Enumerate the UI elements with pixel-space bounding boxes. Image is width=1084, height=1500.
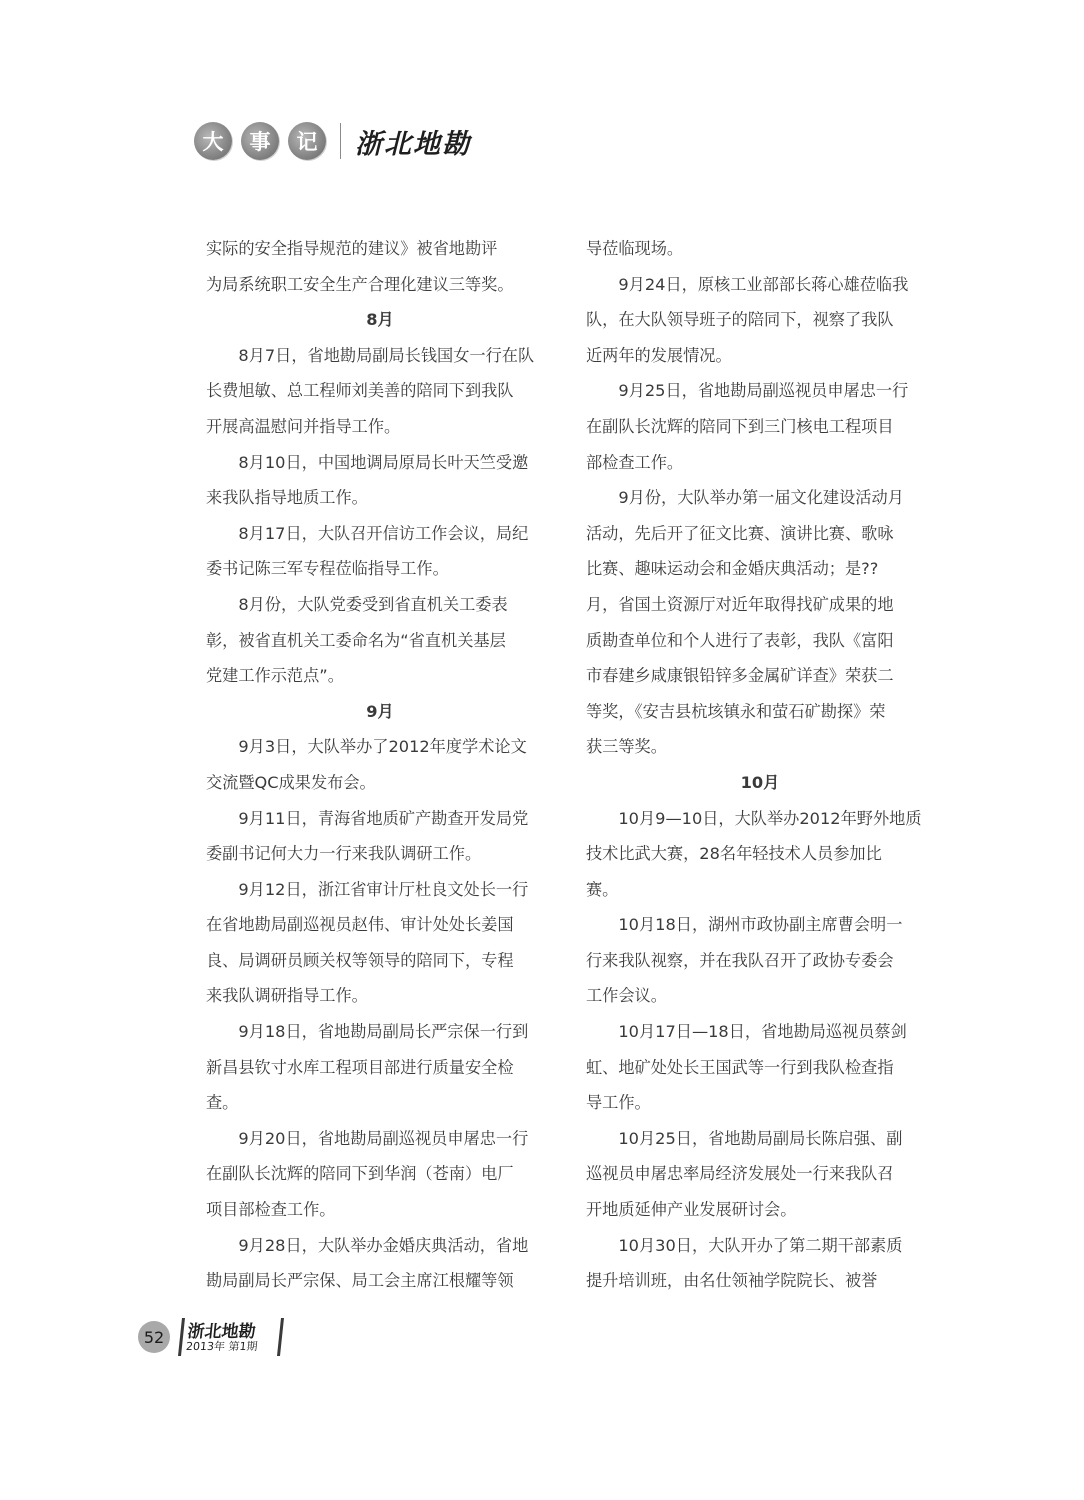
text-line: 8月10日，中国地调局原局长叶天竺受邀: [206, 452, 529, 472]
text-line: 赛。: [586, 879, 619, 899]
section-seal: 事: [241, 122, 279, 160]
section-seal: 记: [288, 122, 326, 160]
text-line: 9月份，大队举办第一届文化建设活动月: [586, 488, 904, 508]
text-line: 在副队长沈辉的陪同下到三门核电工程项目: [586, 416, 894, 436]
text-line: 活动，先后开了征文比赛、演讲比赛、歌咏: [586, 523, 894, 543]
text-line: 长费旭敏、总工程师刘美善的陪同下到我队: [206, 381, 514, 401]
month-heading: 8月: [366, 310, 394, 330]
magazine-badge: [178, 1318, 284, 1356]
text-line: 导工作。: [586, 1093, 651, 1113]
page-number: 52: [138, 1321, 170, 1353]
text-line: 10月9—10日，大队举办2012年野外地质: [586, 808, 922, 828]
text-line: 9月20日，省地勘局副巡视员申屠忠一行: [206, 1128, 529, 1148]
text-line: 交流暨QC成果发布会。: [206, 772, 376, 792]
text-line: 项目部检查工作。: [206, 1200, 336, 1220]
text-line: 近两年的发展情况。: [586, 345, 732, 365]
text-line: 8月7日，省地勘局副局长钱国女一行在队: [206, 345, 535, 365]
text-line: 比赛、趣味运动会和金婚庆典活动；是??: [586, 559, 879, 579]
section-header: [194, 118, 471, 164]
text-line: 技术比武大赛，28名年轻技术人员参加比: [586, 844, 882, 864]
text-line: 9月11日，青海省地质矿产勘查开发局党: [206, 808, 529, 828]
section-seal: 大: [194, 122, 232, 160]
page-footer: [138, 1315, 282, 1359]
text-line: 导莅临现场。: [586, 239, 684, 258]
text-line: 良、局调研员顾关权等领导的陪同下，专程: [206, 950, 514, 970]
text-line: 部检查工作。: [586, 452, 684, 472]
text-line: 9月12日，浙江省审计厅杜良文处长一行: [206, 879, 529, 899]
text-line: 新昌县钦寸水库工程项目部进行质量安全检: [206, 1057, 514, 1077]
text-line: 9月18日，省地勘局副局长严宗保一行到: [206, 1022, 529, 1042]
text-line: 等奖，《安吉县杭垓镇永和萤石矿勘探》荣: [586, 701, 886, 721]
text-line: 9月25日，省地勘局副巡视员申屠忠一行: [586, 381, 909, 401]
text-line: 开地质延伸产业发展研讨会。: [586, 1200, 797, 1220]
text-line: 质勘查单位和个人进行了表彰，我队《富阳: [586, 630, 894, 650]
month-heading: 10月: [740, 772, 780, 792]
text-line: 市春建乡咸康银铅锌多金属矿详查》荣获二: [586, 666, 894, 686]
text-line: 来我队指导地质工作。: [206, 488, 368, 508]
text-line: 党建工作示范点”。: [206, 666, 344, 686]
right-column: [586, 231, 934, 1299]
text-line: 为局系统职工安全生产合理化建议三等奖。: [206, 274, 514, 294]
badge-title: 浙北地勘: [186, 1322, 257, 1342]
text-line: 9月28日，大队举办金婚庆典活动，省地: [206, 1235, 529, 1255]
header-divider: [340, 123, 341, 159]
text-line: 实际的安全指导规范的建议》被省地勘评: [206, 239, 498, 258]
month-heading: 9月: [366, 701, 394, 721]
text-line: 委副书记何大力一行来我队调研工作。: [206, 844, 482, 864]
text-line: 在副队长沈辉的陪同下到华润（苍南）电厂: [206, 1164, 514, 1184]
text-line: 来我队调研指导工作。: [206, 986, 368, 1006]
text-line: 月，省国土资源厅对近年取得找矿成果的地: [586, 594, 894, 614]
text-line: 勘局副局长严宗保、局工会主席江根耀等领: [206, 1271, 514, 1291]
text-line: 10月30日，大队开办了第二期干部素质: [586, 1235, 903, 1255]
badge-issue: 2013年 第1期: [185, 1340, 259, 1353]
text-line: 获三等奖。: [586, 737, 667, 757]
text-line: 虹、地矿处处长王国武等一行到我队检查指: [586, 1057, 894, 1077]
text-line: 10月18日，湖州市政协副主席曹会明一: [586, 915, 903, 935]
magazine-brand: 浙北地勘: [355, 128, 471, 160]
left-column: [206, 231, 554, 1299]
text-line: 8月份，大队党委受到省直机关工委表: [206, 594, 508, 614]
text-line: 9月24日，原核工业部部长蒋心雄莅临我: [586, 274, 909, 294]
text-line: 队，在大队领导班子的陪同下，视察了我队: [586, 310, 894, 330]
text-line: 提升培训班，由名仕领袖学院院长、被誉: [586, 1271, 878, 1291]
text-line: 巡视员申屠忠率局经济发展处一行来我队召: [586, 1164, 894, 1184]
text-line: 8月17日，大队召开信访工作会议，局纪: [206, 523, 529, 543]
text-line: 工作会议。: [586, 986, 667, 1006]
text-line: 10月25日，省地勘局副局长陈启强、副: [586, 1128, 903, 1148]
text-line: 9月3日，大队举办了2012年度学术论文: [206, 737, 527, 757]
text-line: 在省地勘局副巡视员赵伟、审计处处长姜国: [206, 915, 514, 935]
text-line: 开展高温慰问并指导工作。: [206, 416, 401, 436]
text-line: 委书记陈三军专程莅临指导工作。: [206, 559, 449, 579]
text-line: 彰，被省直机关工委命名为“省直机关基层: [206, 630, 506, 650]
text-line: 行来我队视察，并在我队召开了政协专委会: [586, 950, 894, 970]
text-line: 查。: [206, 1093, 239, 1113]
text-line: 10月17日—18日，省地勘局巡视员蔡剑: [586, 1022, 907, 1042]
